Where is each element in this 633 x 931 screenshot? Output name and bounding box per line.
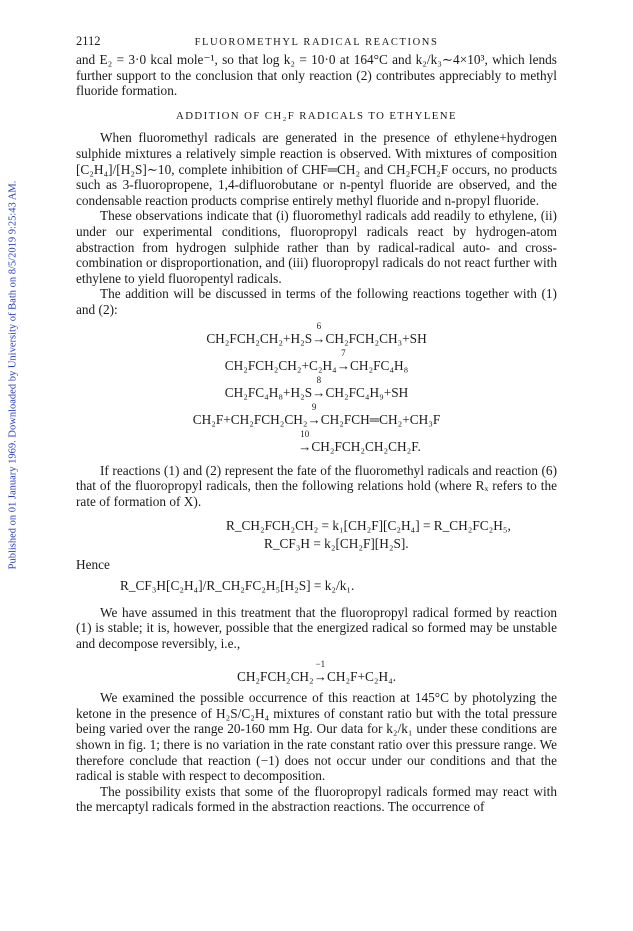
reaction-scheme bbox=[76, 322, 557, 455]
reaction-9: CH₂F+CH₂FCH₂CH₂ 9 →CH₂FCH═CH₂+CH₃F bbox=[192, 401, 441, 427]
reaction-number: −1 bbox=[315, 658, 326, 669]
paragraph-5: If reactions (1) and (2) represent the fate of the fluoromethyl radicals and reaction (6) that of the fluoropropyl radicals, then the following relations hold (where Rₓ refers to the rate of formation of X). bbox=[76, 462, 557, 509]
download-note: Published on 01 January 1969. Downloaded by University of Bath on 8/5/2019 9:25:43 AM. bbox=[7, 180, 19, 570]
journal-page bbox=[76, 34, 557, 815]
reaction-6: CH₂FCH₂CH₂+H₂S 6 →CH₂FCH₂CH₃+SH bbox=[206, 320, 427, 346]
reaction-number: 7 bbox=[341, 347, 346, 358]
reaction-10: 10 →CH₂FCH₂CH₂CH₂F. bbox=[298, 428, 421, 454]
paragraph-6: We have assumed in this treatment that the fluoropropyl radical formed by reaction (1) is stable; it is, however, possible that the energized radical so formed may be unstable and decompose reversibly, i.e., bbox=[76, 604, 557, 652]
reaction-7: CH₂FCH₂CH₂+C₂H₄ 7 →CH₂FC₄H₈ bbox=[224, 347, 409, 373]
reaction-8: CH₂FC₄H₈+H₂S 8 →CH₂FC₄H₉+SH bbox=[224, 374, 409, 400]
paragraph-7: We examined the possible occurrence of this reaction at 145°C by photolyzing the ketone in the presence of H₂S/C₂H₄ mixtures of constant ratio but with the total pressure being varied over the range 20-160 mm Hg. Our data for k₂/k₁ under these conditions are shown in fig. 1; there is no variation in the rate constant ratio over this pressure range. We therefore conclude that reaction (−1) does not occur under our conditions and that the radical is stable with respect to decomposition. bbox=[76, 690, 557, 784]
relation-3: R_CF₃H[C₂H₄]/R_CH₂FC₂H₅[H₂S] = k₂/k₁. bbox=[120, 577, 355, 593]
page-header bbox=[76, 34, 557, 52]
reaction-number: 6 bbox=[316, 320, 322, 331]
reaction-number: 8 bbox=[316, 374, 322, 385]
paragraph-3: These observations indicate that (i) fluoromethyl radicals add readily to ethylene, (ii) under our experimental conditions, fluoropropyl radicals react by hydrogen-atom abstraction from hydrogen sulphide rather than by radical-radical auto- and cross-combination or disproportionation, and (iii) fluoropropyl radicals do not react further with ethylene to yield fluoropentyl radicals. bbox=[76, 208, 557, 286]
relation-2: R_CF₃H = k₂[CH₂F][H₂S]. bbox=[264, 536, 409, 552]
running-head: FLUOROMETHYL RADICAL REACTIONS bbox=[194, 37, 439, 48]
paragraph-1: and E₂ = 3·0 kcal mole⁻¹, so that log k₂ = 10·0 at 164°C and k₂/k₃∼4×10³, which lends further support to the conclusion that only reaction (2) contributes appreciably to methyl fluoride formation. bbox=[76, 52, 557, 99]
page-number: 2112 bbox=[76, 34, 101, 48]
reaction-number: 9 bbox=[311, 401, 317, 412]
rate-relations bbox=[76, 517, 557, 553]
paragraph-2: When fluoromethyl radicals are generated in the presence of ethylene+hydrogen sulphide mixtures a relatively simple reaction is observed. With mixtures of composition [C₂H₄]/[H₂S]∼10, complete inhibition of CHF═CH₂ and CH₂FCH₂F occurs, no products such as 3-fluoropropene, 1,4-difluorobutane or n-pentyl fluoride are observed, and the condensable reaction products comprise entirely methyl fluoride and n-propyl fluoride. bbox=[76, 130, 557, 208]
download-watermark bbox=[6, 150, 20, 600]
reverse-reaction: CH₂FCH₂CH₂ −1 →CH₂F+C₂H₄. bbox=[236, 658, 397, 684]
reaction-number: 10 bbox=[300, 428, 310, 439]
paragraph-8: The possibility exists that some of the fluoropropyl radicals formed may react with the mercaptyl radicals formed in the abstraction reactions. The occurrence of bbox=[76, 783, 557, 815]
paragraph-4: The addition will be discussed in terms of the following reactions together with (1) and (2): bbox=[76, 286, 557, 317]
relation-1: R_CH₂FCH₂CH₂ = k₁[CH₂F][C₂H₄] = R_CH₂FC₂H₅, bbox=[226, 518, 511, 534]
section-heading: ADDITION OF CH₂F RADICALS TO ETHYLENE bbox=[176, 109, 457, 122]
hence-label: Hence bbox=[76, 557, 110, 573]
